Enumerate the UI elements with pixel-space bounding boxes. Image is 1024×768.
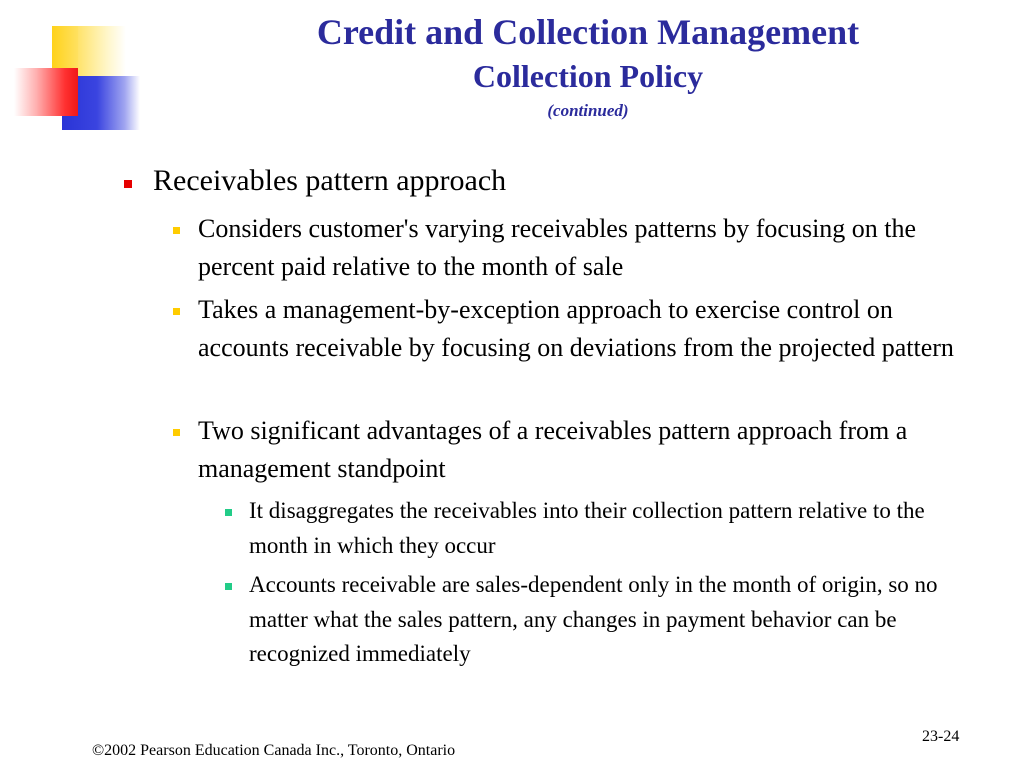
bullet-level3 — [249, 494, 989, 563]
slide-subtitle: Collection Policy — [472, 58, 704, 94]
yellow-square-bullet-icon — [173, 429, 180, 436]
continued-label: (continued) — [547, 101, 629, 120]
bullet-text: Considers customer's varying receivables patterns by focusing on the percent paid relative to the month of sale — [198, 214, 917, 281]
bullet-text: Two significant advantages of a receivables pattern approach from a management standpoint — [198, 416, 908, 483]
bullet-text: It disaggregates the receivables into their collection pattern relative to the month in which they occur — [249, 498, 925, 558]
bullet-text: Receivables pattern approach — [153, 164, 507, 197]
yellow-square-bullet-icon — [173, 227, 180, 234]
red-square — [14, 68, 78, 116]
slide-title: Credit and Collection Management — [316, 12, 860, 52]
bullet-text: Accounts receivable are sales-dependent only in the month of origin, so no matter what the sales pattern, any changes in payment behavior can be recognized immediately — [249, 572, 938, 666]
yellow-square-bullet-icon — [173, 308, 180, 315]
bullet-text: Takes a management-by-exception approach to exercise control on accounts receivable by focusing on deviations from the projected pattern — [198, 295, 954, 362]
bullet-level1 — [153, 162, 993, 200]
copyright-footer: ©2002 Pearson Education Canada Inc., Toronto, Ontario — [92, 742, 456, 759]
bullet-level2 — [198, 412, 990, 488]
slide-number: 23-24 — [922, 728, 960, 745]
green-square-bullet-icon — [225, 509, 232, 516]
yellow-square-fade — [78, 26, 126, 76]
bullet-level2 — [198, 210, 990, 286]
bullet-level2 — [198, 291, 990, 367]
bullet-level3 — [249, 568, 989, 672]
green-square-bullet-icon — [225, 583, 232, 590]
decorative-squares-logo — [0, 0, 150, 140]
red-square-bullet-icon — [124, 180, 132, 188]
